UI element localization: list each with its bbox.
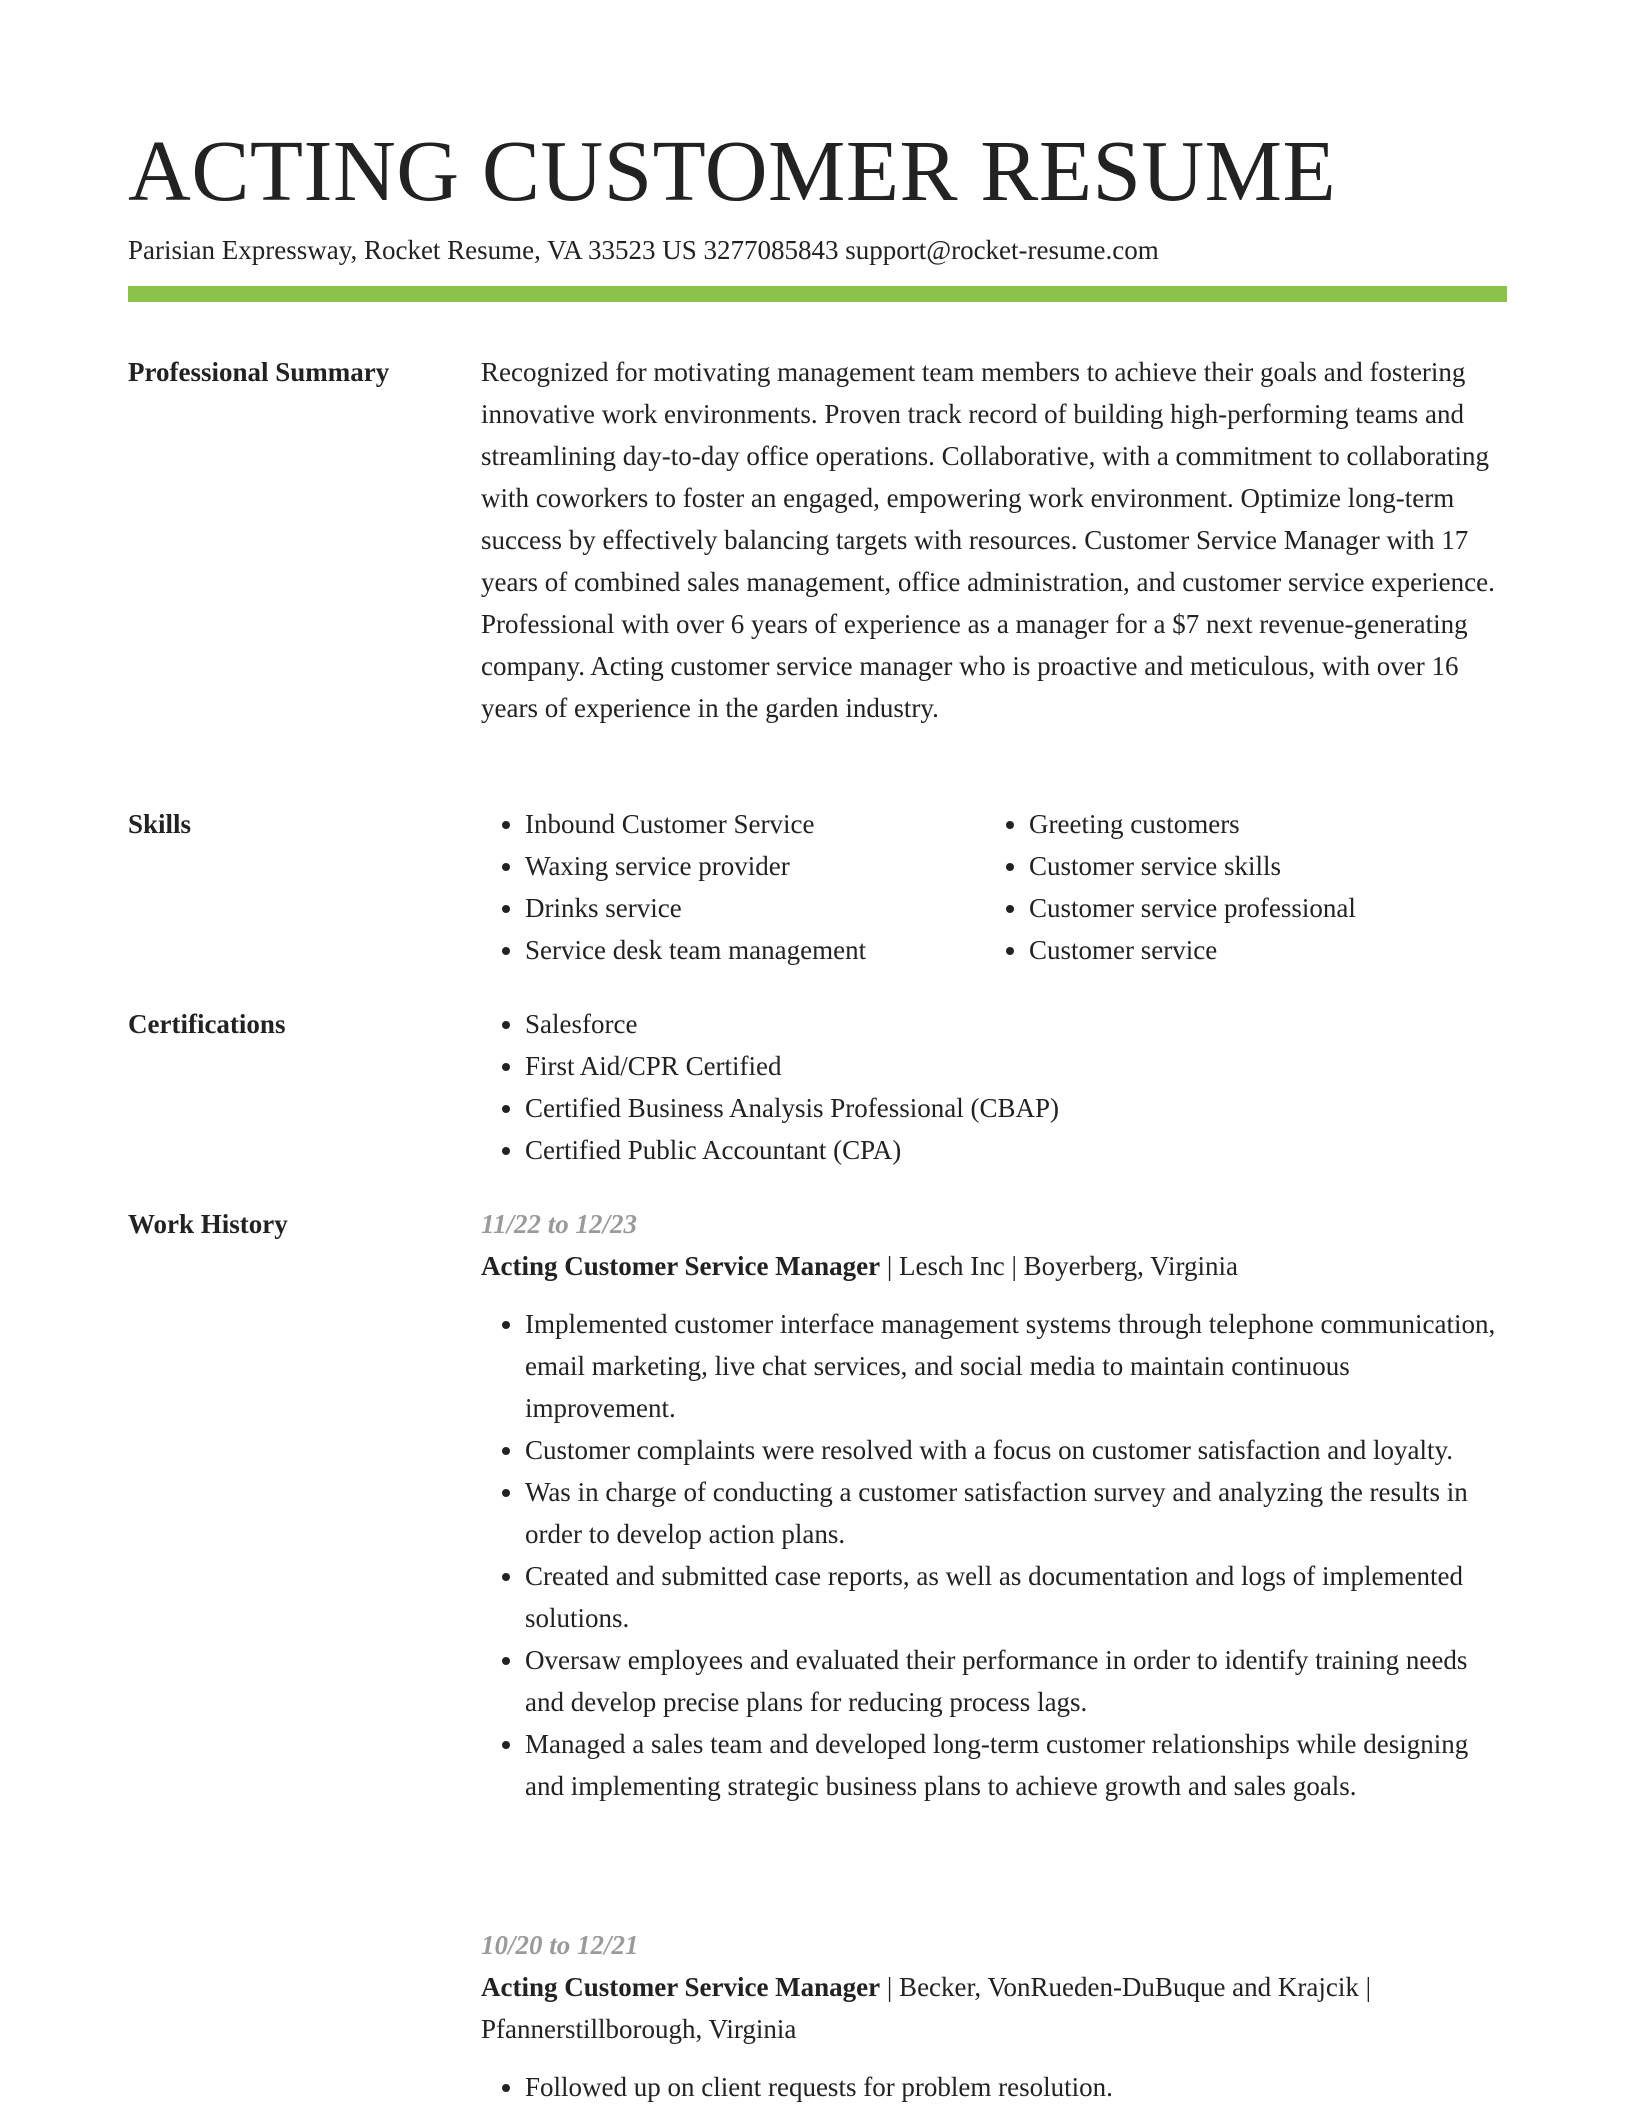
job-title: Acting Customer Service Manager <box>481 1251 881 1281</box>
skill-item: • Inbound Customer Service <box>525 803 941 845</box>
skill-item: • Greeting customers <box>1029 803 1505 845</box>
contact-line: Parisian Expressway, Rocket Resume, VA 33523 US 3277085843 support@rocket-resume.com <box>128 235 1159 265</box>
section-label-certifications: Certifications <box>128 1009 286 1039</box>
job-dates: 10/20 to 12/21 <box>481 1930 639 1960</box>
skill-item: • Drinks service <box>525 887 941 929</box>
job-bullet: • Followed up on client requests for problem resolution. <box>525 2066 1507 2108</box>
certification-item: • Certified Business Analysis Professional (CBAP) <box>525 1087 1507 1129</box>
section-label-work-history: Work History <box>128 1209 288 1239</box>
job-bullet: • Oversaw employees and evaluated their performance in order to identify training needs and develop precise plans for reducing process lags. <box>525 1639 1507 1723</box>
certification-item: • First Aid/CPR Certified <box>525 1045 1507 1087</box>
section-label-summary: Professional Summary <box>128 357 390 387</box>
section-label-skills: Skills <box>128 809 192 839</box>
job-heading <box>481 1966 1507 2050</box>
job-entry <box>481 1924 1507 2108</box>
skill-item: • Service desk team management <box>525 929 941 971</box>
job-bullets <box>481 1303 1507 1807</box>
resume-title: ACTING CUSTOMER RESUME <box>128 122 1337 219</box>
job-dates: 11/22 to 12/23 <box>481 1209 638 1239</box>
job-bullet: • Managed a sales team and developed long-term customer relationships while designing and implementing strategic business plans to achieve growth and sales goals. <box>525 1723 1507 1807</box>
job-details: | Becker, VonRueden-DuBuque and Krajcik | Pfannerstillborough, Virginia <box>481 1972 1372 2044</box>
certification-item: • Salesforce <box>525 1003 1507 1045</box>
skill-item: • Customer service <box>1029 929 1505 971</box>
summary-text: Recognized for motivating management team members to achieve their goals and fostering innovative work environments. Proven track record of building high-performing teams and streamlining day-to-day office operations. Collaborative, with a commitment to collaborating with coworkers to foster an engaged, empowering work environment. Optimize long-term success by effectively balancing targets with resources. Customer Service Manager with 17 years of combined sales management, office administration, and customer service experience. Professional with over 6 years of experience as a manager for a $7 next revenue-generating company. Acting customer service manager who is proactive and meticulous, with over 16 years of experience in the garden industry. <box>481 357 1495 723</box>
job-bullet: • Implemented customer interface management systems through telephone communication, email marketing, live chat services, and social media to maintain continuous improvement. <box>525 1303 1507 1429</box>
job-title: Acting Customer Service Manager <box>481 1972 881 2002</box>
certification-item: • Certified Public Accountant (CPA) <box>525 1129 1507 1171</box>
job-heading <box>481 1245 1507 1287</box>
skills-list-right <box>985 803 1505 971</box>
skills-list-left <box>481 803 941 971</box>
skill-item: • Customer service professional <box>1029 887 1505 929</box>
skill-item: • Customer service skills <box>1029 845 1505 887</box>
certifications-list <box>481 1003 1507 1171</box>
job-bullet: • Created and submitted case reports, as well as documentation and logs of implemented solutions. <box>525 1555 1507 1639</box>
job-entry <box>481 1203 1507 1807</box>
job-bullets <box>481 2066 1507 2108</box>
job-bullet: • Was in charge of conducting a customer satisfaction survey and analyzing the results in order to develop action plans. <box>525 1471 1507 1555</box>
accent-divider <box>128 286 1507 302</box>
job-details: | Lesch Inc | Boyerberg, Virginia <box>880 1251 1239 1281</box>
job-bullet: • Customer complaints were resolved with a focus on customer satisfaction and loyalty. <box>525 1429 1507 1471</box>
skill-item: • Waxing service provider <box>525 845 941 887</box>
